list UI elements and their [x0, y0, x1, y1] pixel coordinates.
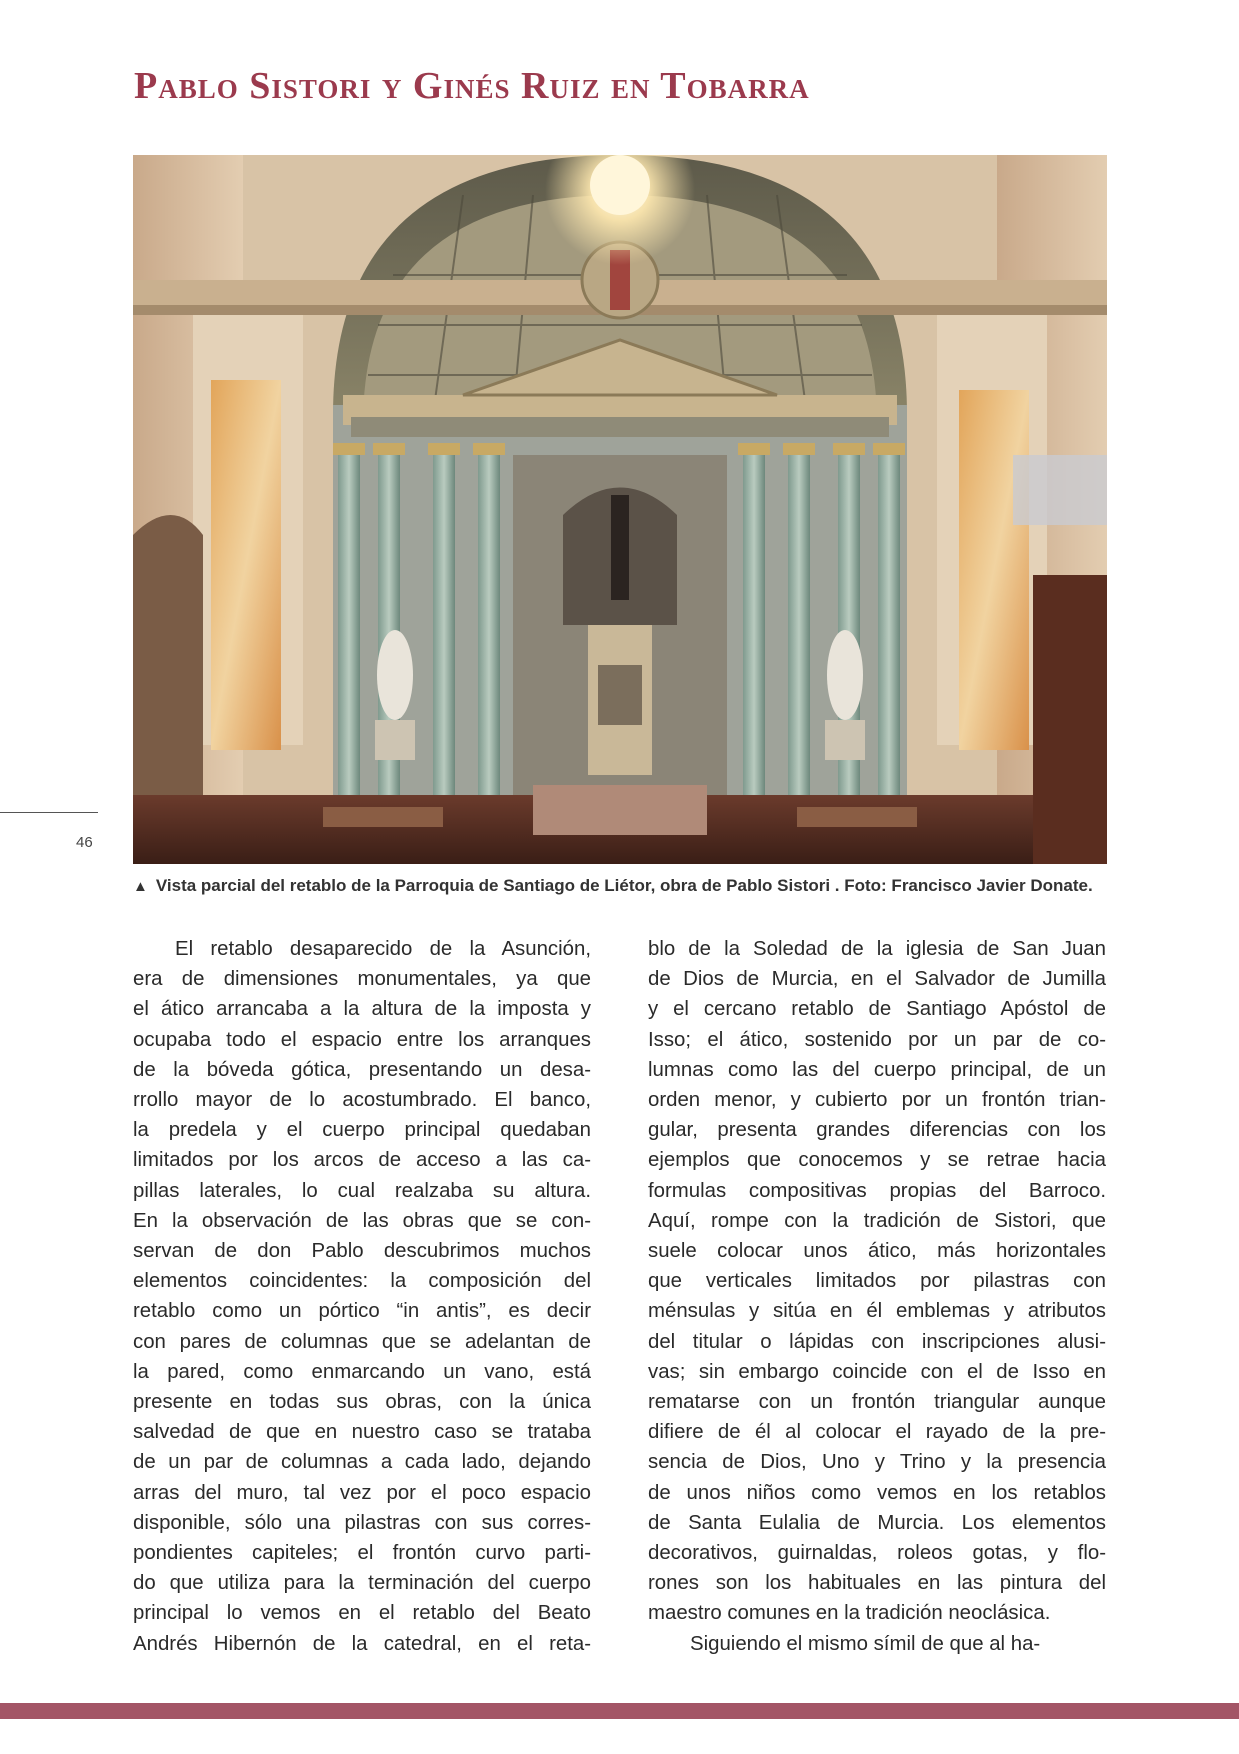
- text-line: del titular o lápidas con inscripciones alusi-: [648, 1330, 1106, 1353]
- text-line: y el cercano retablo de Santiago Apóstol de: [648, 998, 1106, 1021]
- text-line: difiere de él al colocar el rayado de la pre-: [648, 1421, 1106, 1444]
- text-line: ejemplos que conocemos y se retrae hacia: [648, 1149, 1106, 1172]
- page-number-rule: [0, 812, 98, 813]
- text-column-right: [648, 934, 1106, 1659]
- caption-marker: ▲: [133, 878, 148, 895]
- text-line: arras del muro, tal vez por el poco espacio: [133, 1481, 591, 1504]
- text-line: de Santa Eulalia de Murcia. Los elementos: [648, 1511, 1106, 1534]
- text-line: Andrés Hibernón de la catedral, en el reta-: [133, 1632, 591, 1655]
- text-line: formulas compositivas propias del Barroco.: [648, 1179, 1106, 1202]
- text-line: la pared, como enmarcando un vano, está: [133, 1360, 591, 1383]
- text-line: sencia de Dios, Uno y Trino y la presencia: [648, 1451, 1106, 1474]
- text-line: elementos coincidentes: la composición del: [133, 1270, 591, 1293]
- text-line: rematarse con un frontón triangular aunque: [648, 1391, 1106, 1414]
- text-line: orden menor, y cubierto por un frontón trian-: [648, 1089, 1106, 1112]
- text-line: suele colocar unos ático, más horizontales: [648, 1240, 1106, 1263]
- text-line: pillas laterales, lo cual realzaba su altura.: [133, 1179, 591, 1202]
- text-line: limitados por los arcos de acceso a las ca-: [133, 1149, 591, 1172]
- text-line: servan de don Pablo descubrimos muchos: [133, 1240, 591, 1263]
- text-line: retablo como un pórtico “in antis”, es decir: [133, 1300, 591, 1323]
- text-column-left: [133, 934, 591, 1659]
- text-line: rones son los habituales en las pintura del: [648, 1572, 1106, 1595]
- text-line: gular, presenta grandes diferencias con los: [648, 1119, 1106, 1142]
- retablo-photo: [133, 155, 1107, 864]
- text-line: lumnas como las del cuerpo principal, de un: [648, 1058, 1106, 1081]
- text-line: El retablo desaparecido de la Asunción,: [175, 938, 591, 960]
- page-title: Pablo Sistori y Ginés Ruiz en Tobarra: [134, 65, 810, 107]
- page-number: 46: [76, 834, 93, 851]
- figure-caption: [133, 876, 1093, 896]
- bottom-bar: [0, 1703, 1239, 1719]
- text-line: de un par de columnas a cada lado, dejando: [133, 1451, 591, 1474]
- text-line: Siguiendo el mismo símil de que al ha-: [690, 1632, 1041, 1655]
- text-line: ocupaba todo el espacio entre los arranques: [133, 1028, 591, 1051]
- text-line: do que utiliza para la terminación del cuerpo: [133, 1572, 591, 1595]
- text-line: maestro comunes en la tradición neoclásica.: [648, 1602, 1051, 1625]
- text-line: que verticales limitados por pilastras con: [648, 1270, 1106, 1293]
- text-line: de la bóveda gótica, presentando un desa-: [133, 1058, 591, 1081]
- text-line: de Dios de Murcia, en el Salvador de Jumilla: [648, 968, 1106, 991]
- text-line: el ático arrancaba a la altura de la imposta y: [133, 998, 591, 1021]
- text-line: con pares de columnas que se adelantan de: [133, 1330, 591, 1353]
- text-line: la predela y el cuerpo principal quedaban: [133, 1119, 591, 1142]
- text-line: pondientes capiteles; el frontón curvo parti-: [133, 1542, 591, 1565]
- text-line: Isso; el ático, sostenido por un par de co-: [648, 1028, 1106, 1051]
- text-line: blo de la Soledad de la iglesia de San Juan: [648, 938, 1106, 960]
- text-line: era de dimensiones monumentales, ya que: [133, 968, 591, 991]
- text-line: En la observación de las obras que se con-: [133, 1209, 591, 1232]
- text-line: principal lo vemos en el retablo del Beato: [133, 1602, 591, 1625]
- text-line: decorativos, guirnaldas, roleos gotas, y flo-: [648, 1542, 1106, 1565]
- text-line: de unos niños como vemos en los retablos: [648, 1481, 1106, 1504]
- text-line: Aquí, rompe con la tradición de Sistori, que: [648, 1209, 1106, 1232]
- text-line: presente en todas sus obras, con la única: [133, 1391, 591, 1414]
- text-line: disponible, sólo una pilastras con sus corres-: [133, 1511, 591, 1534]
- text-line: salvedad de que en nuestro caso se trataba: [133, 1421, 591, 1444]
- text-line: rrollo mayor de lo acostumbrado. El banco,: [133, 1089, 591, 1112]
- text-line: ménsulas y sitúa en él emblemas y atributos: [648, 1300, 1106, 1323]
- text-line: vas; sin embargo coincide con el de Isso en: [648, 1360, 1106, 1383]
- caption-text: Vista parcial del retablo de la Parroquia de Santiago de Liétor, obra de Pablo Sistori . Foto: Francisco Javier Donate.: [155, 876, 1093, 895]
